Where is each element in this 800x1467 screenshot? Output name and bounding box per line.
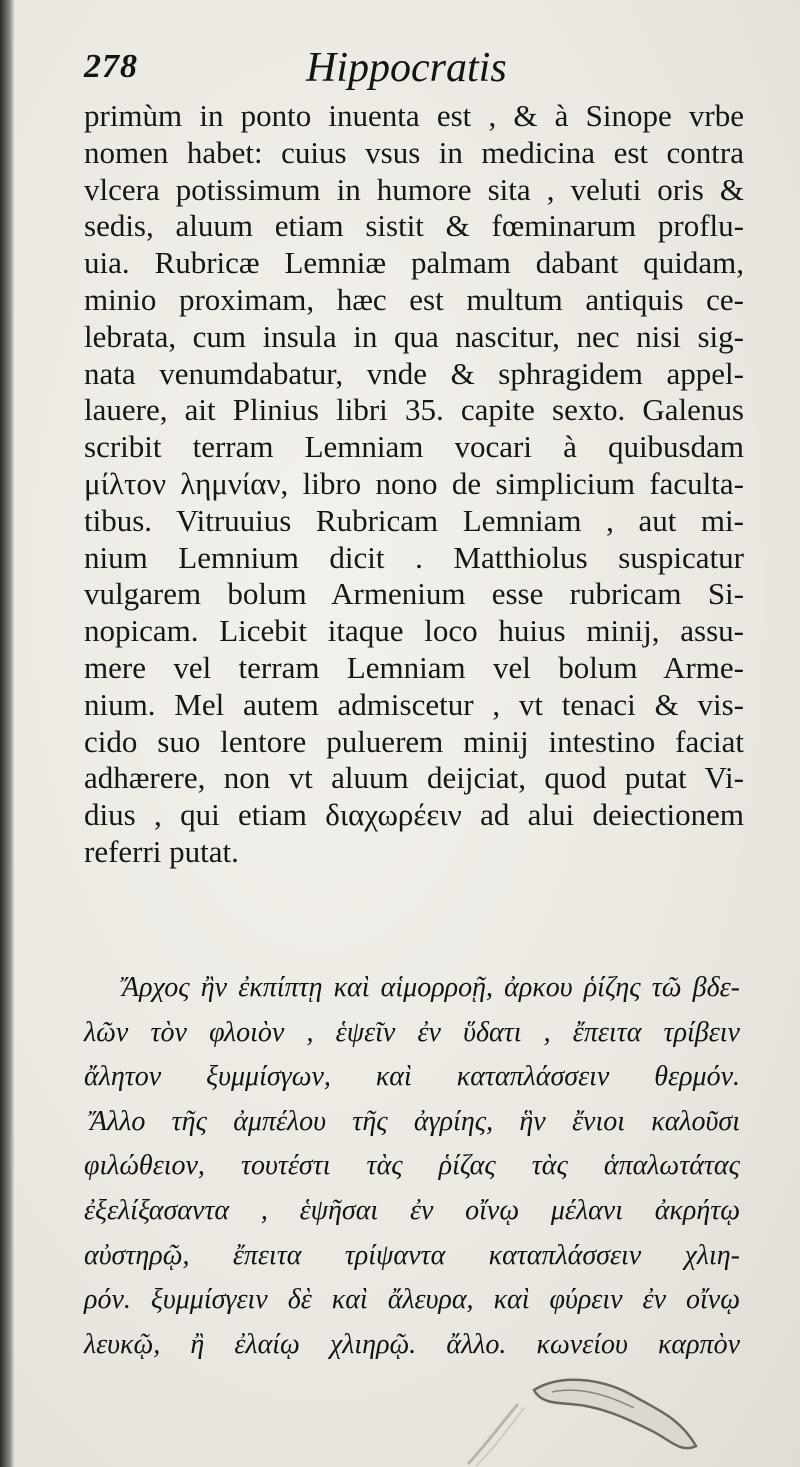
text-line: minio proximam, hæc est multum antiquis ce-: [84, 281, 744, 317]
paper-stain: [530, 1368, 700, 1458]
greek-line: αὐστηρῷ, ἔπειτα τρίψαντα καταπλάσσειν χλιη-: [84, 1239, 740, 1271]
running-head: Hippocratis: [306, 45, 507, 91]
text-line: vulgarem bolum Armenium esse rubricam Si-: [84, 576, 744, 612]
text-line: vlcera potissimum in humore sita , veluti oris &: [84, 171, 744, 207]
text-line: nium Lemnium dicit . Matthiolus suspicatur: [84, 539, 744, 575]
greek-line: Ἄλλο τῆς ἀμπέλου τῆς ἀγρίης, ἣν ἔνιοι καλοῦσι: [90, 1105, 740, 1137]
text-line: dius , qui etiam διαχωρέειν ad alui deiectionem: [84, 797, 744, 833]
greek-text: [84, 966, 740, 1367]
text-line: lauere, ait Plinius libri 35. capite sexto. Galenus: [84, 392, 744, 428]
text-line: nata venumdabatur, vnde & sphragidem appel-: [84, 355, 744, 391]
text-line: μίλτον λημνίαν, libro nono de simplicium faculta-: [84, 465, 744, 501]
greek-line: λευκῷ, ἢ ἐλαίῳ χλιηρῷ. ἄλλο. κωνείου καρπὸν: [84, 1328, 740, 1360]
text-line: lebrata, cum insula in qua nascitur, nec nisi sig-: [84, 318, 744, 354]
text-line: cido suo lentore puluerem minij intestino faciat: [84, 723, 744, 759]
greek-line: Ἄρχος ἢν ἐκπίπτῃ καὶ αἱμορροῇ, ἀρκου ῥίζης τῶ βδε-: [122, 972, 740, 1003]
greek-line: φιλώθειον, τουτέστι τὰς ῥίζας τὰς ἁπαλωτάτας: [84, 1150, 740, 1182]
text-line: referri putat.: [84, 833, 239, 869]
text-line: adhærere, non vt aluum deijciat, quod putat Vi-: [84, 760, 744, 796]
greek-line: ἄλητον ξυμμίσγων, καὶ καταπλάσσειν θερμόν.: [84, 1061, 740, 1093]
text-line: nium. Mel autem admiscetur , vt tenaci & vis-: [84, 686, 744, 722]
text-line: scribit terram Lemniam vocari à quibusdam: [84, 429, 744, 465]
text-line: tibus. Vitruuius Rubricam Lemniam , aut mi-: [84, 502, 744, 538]
paper-crease: [460, 1400, 530, 1467]
latin-commentary: [84, 98, 744, 871]
binding-gutter: [0, 0, 14, 1467]
greek-line: λῶν τὸν φλοιὸν , ἑψεῖν ἐν ὕδατι , ἔπειτα τρίβειν: [84, 1016, 740, 1048]
text-line: nopicam. Licebit itaque loco huius minij, assu-: [84, 613, 744, 649]
text-line: nomen habet: cuius vsus in medicina est contra: [84, 134, 744, 170]
text-line: mere vel terram Lemniam vel bolum Arme-: [84, 649, 744, 685]
page-header: [84, 40, 764, 100]
text-line: uia. Rubricæ Lemniæ palmam dabant quidam,: [84, 245, 744, 281]
text-line: sedis, aluum etiam sistit & fœminarum proflu-: [84, 208, 744, 244]
text-line: primùm in ponto inuenta est , & à Sinope vrbe: [84, 98, 744, 133]
greek-line: ρόν. ξυμμίσγειν δὲ καὶ ἄλευρα, καὶ φύρειν ἐν οἴνῳ: [84, 1284, 740, 1316]
greek-line: ἐξελίξασαντα , ἑψῆσαι ἐν οἴνῳ μέλανι ἀκρήτῳ: [84, 1194, 740, 1226]
page-number: 278: [84, 48, 138, 85]
